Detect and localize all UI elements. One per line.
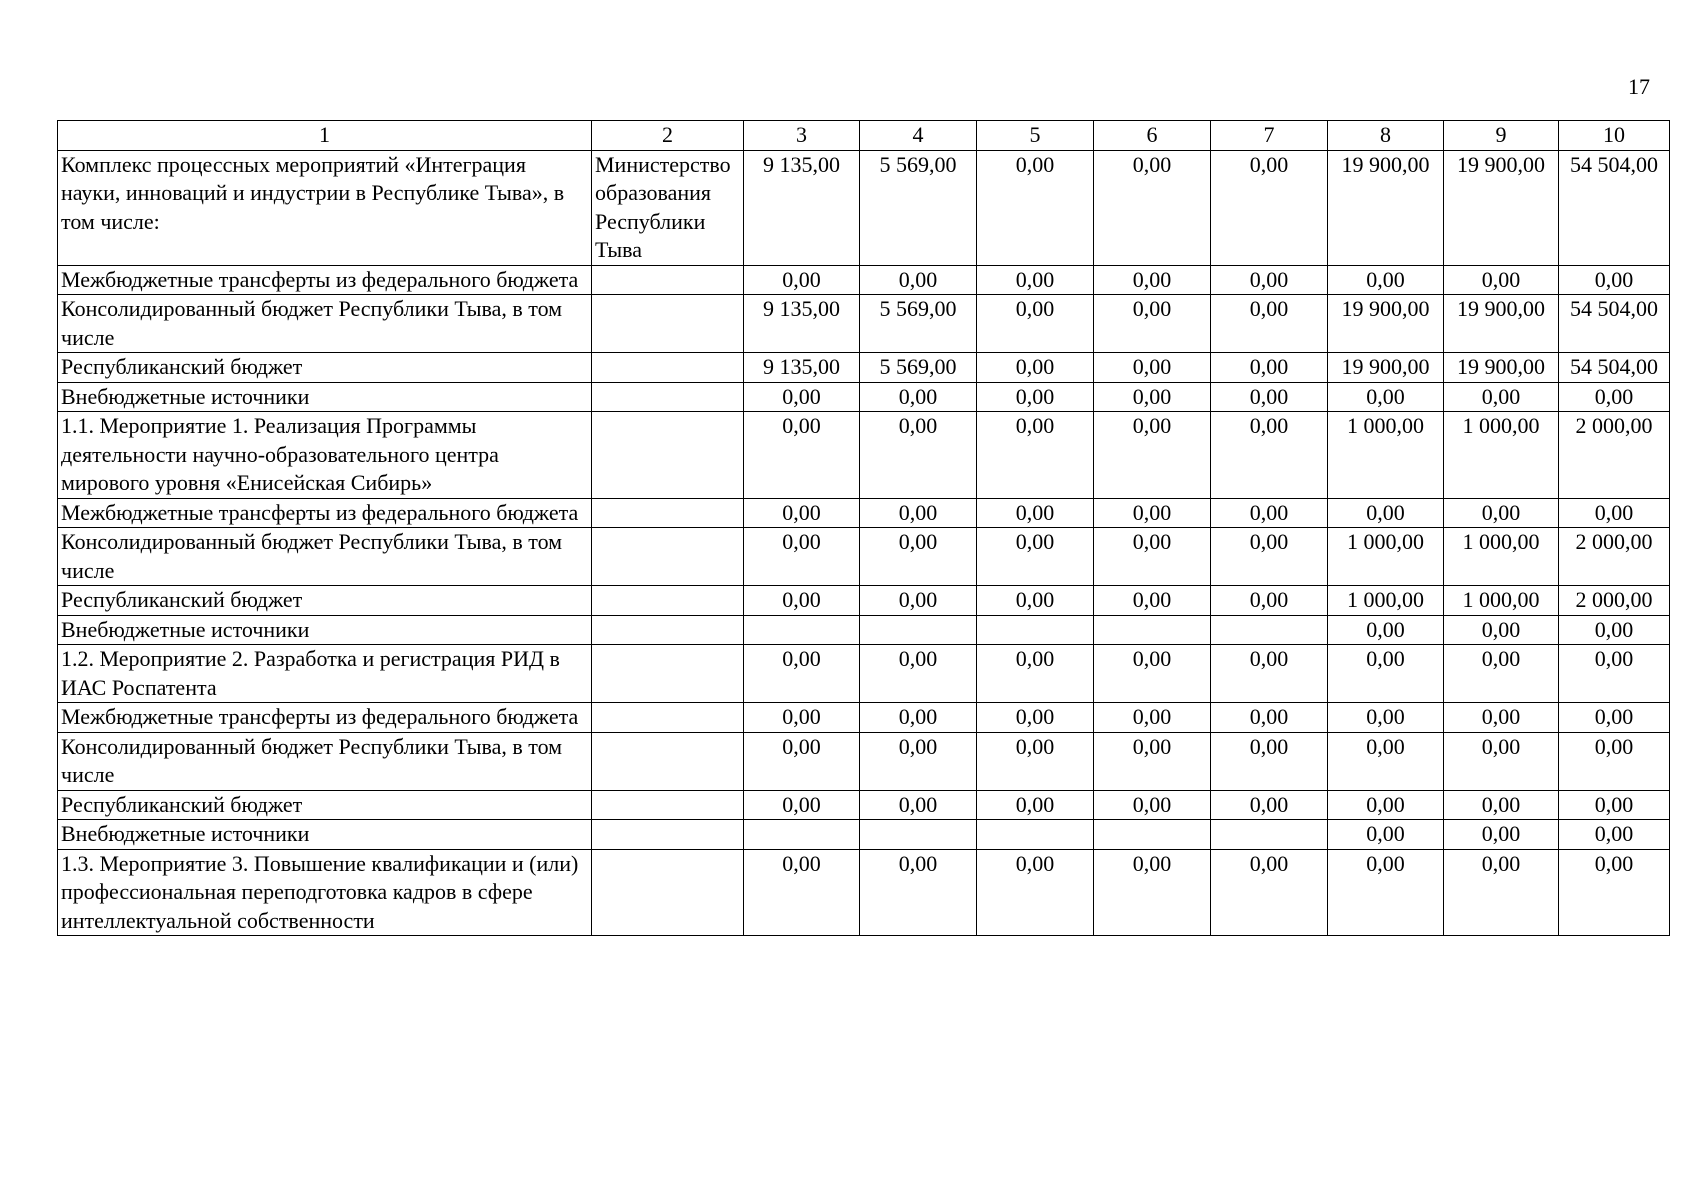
value-cell-col-6: 0,00 [1094,586,1211,616]
value-cell-col-4: 5 569,00 [860,150,977,265]
responsible-executor-cell [592,732,744,790]
value-cell-col-6: 0,00 [1094,528,1211,586]
value-cell-col-4: 0,00 [860,703,977,733]
column-header-3: 3 [744,121,860,151]
table-row [58,849,1670,936]
value-cell-col-3: 0,00 [744,703,860,733]
value-cell-col-8: 19 900,00 [1328,353,1444,383]
value-cell-col-8: 19 900,00 [1328,150,1444,265]
value-cell-col-10: 0,00 [1559,820,1670,850]
value-cell-col-6: 0,00 [1094,382,1211,412]
column-header-5: 5 [977,121,1094,151]
value-cell-col-8: 0,00 [1328,849,1444,936]
value-cell-col-5: 0,00 [977,703,1094,733]
value-cell-col-9: 0,00 [1444,820,1559,850]
responsible-executor-cell [592,645,744,703]
value-cell-col-7 [1211,820,1328,850]
responsible-executor-cell [592,382,744,412]
responsible-executor-cell [592,353,744,383]
value-cell-col-4 [860,820,977,850]
responsible-executor-cell [592,849,744,936]
value-cell-col-3 [744,820,860,850]
value-cell-col-5 [977,615,1094,645]
value-cell-col-5: 0,00 [977,732,1094,790]
value-cell-col-9: 0,00 [1444,732,1559,790]
value-cell-col-8: 1 000,00 [1328,586,1444,616]
value-cell-col-4: 0,00 [860,412,977,499]
value-cell-col-4: 0,00 [860,732,977,790]
value-cell-col-5: 0,00 [977,295,1094,353]
value-cell-col-9: 0,00 [1444,265,1559,295]
value-cell-col-5: 0,00 [977,528,1094,586]
value-cell-col-10: 0,00 [1559,703,1670,733]
row-name-cell: Республиканский бюджет [58,586,592,616]
responsible-executor-cell [592,820,744,850]
value-cell-col-7: 0,00 [1211,265,1328,295]
table-row [58,820,1670,850]
value-cell-col-6: 0,00 [1094,849,1211,936]
value-cell-col-3: 0,00 [744,265,860,295]
responsible-executor-cell [592,528,744,586]
value-cell-col-3: 0,00 [744,498,860,528]
value-cell-col-6: 0,00 [1094,295,1211,353]
value-cell-col-9: 19 900,00 [1444,353,1559,383]
value-cell-col-8: 0,00 [1328,732,1444,790]
value-cell-col-9: 0,00 [1444,615,1559,645]
value-cell-col-8: 1 000,00 [1328,528,1444,586]
table-row [58,295,1670,353]
value-cell-col-9: 0,00 [1444,645,1559,703]
value-cell-col-3: 9 135,00 [744,353,860,383]
value-cell-col-8: 0,00 [1328,645,1444,703]
value-cell-col-7: 0,00 [1211,645,1328,703]
value-cell-col-3: 0,00 [744,586,860,616]
row-name-cell: Межбюджетные трансферты из федерального бюджета [58,498,592,528]
table-row [58,382,1670,412]
value-cell-col-4: 0,00 [860,586,977,616]
value-cell-col-3: 0,00 [744,528,860,586]
row-name-cell: Консолидированный бюджет Республики Тыва, в том числе [58,295,592,353]
value-cell-col-7 [1211,615,1328,645]
value-cell-col-7: 0,00 [1211,528,1328,586]
value-cell-col-6: 0,00 [1094,265,1211,295]
value-cell-col-6: 0,00 [1094,412,1211,499]
row-name-cell: Межбюджетные трансферты из федерального бюджета [58,703,592,733]
value-cell-col-3: 9 135,00 [744,150,860,265]
row-name-cell: Республиканский бюджет [58,790,592,820]
value-cell-col-3: 0,00 [744,382,860,412]
table-row [58,412,1670,499]
row-name-cell: 1.3. Мероприятие 3. Повышение квалификации и (или) профессиональная переподготовка кадров в сфере интеллектуальной собственности [58,849,592,936]
table-row [58,265,1670,295]
header-row [58,121,1670,151]
value-cell-col-6: 0,00 [1094,703,1211,733]
row-name-cell: Республиканский бюджет [58,353,592,383]
value-cell-col-7: 0,00 [1211,732,1328,790]
value-cell-col-10: 54 504,00 [1559,150,1670,265]
value-cell-col-10: 0,00 [1559,382,1670,412]
value-cell-col-4: 5 569,00 [860,295,977,353]
value-cell-col-8: 0,00 [1328,498,1444,528]
value-cell-col-8: 0,00 [1328,265,1444,295]
table-row [58,353,1670,383]
value-cell-col-8: 0,00 [1328,382,1444,412]
value-cell-col-6: 0,00 [1094,353,1211,383]
column-header-7: 7 [1211,121,1328,151]
value-cell-col-8: 0,00 [1328,790,1444,820]
value-cell-col-9: 1 000,00 [1444,412,1559,499]
value-cell-col-10: 2 000,00 [1559,412,1670,499]
value-cell-col-7: 0,00 [1211,295,1328,353]
value-cell-col-3: 9 135,00 [744,295,860,353]
value-cell-col-5: 0,00 [977,353,1094,383]
value-cell-col-3: 0,00 [744,849,860,936]
value-cell-col-6: 0,00 [1094,498,1211,528]
value-cell-col-5: 0,00 [977,150,1094,265]
value-cell-col-3: 0,00 [744,645,860,703]
table-row [58,732,1670,790]
responsible-executor-cell [592,498,744,528]
table-body [58,150,1670,936]
responsible-executor-cell [592,265,744,295]
value-cell-col-8: 0,00 [1328,703,1444,733]
row-name-cell: 1.1. Мероприятие 1. Реализация Программы деятельности научно-образовательного центра мирового уровня «Енисейская Сибирь» [58,412,592,499]
value-cell-col-10: 0,00 [1559,615,1670,645]
value-cell-col-4 [860,615,977,645]
value-cell-col-5: 0,00 [977,498,1094,528]
value-cell-col-7: 0,00 [1211,150,1328,265]
value-cell-col-8: 19 900,00 [1328,295,1444,353]
value-cell-col-6: 0,00 [1094,150,1211,265]
column-header-6: 6 [1094,121,1211,151]
value-cell-col-9: 0,00 [1444,703,1559,733]
value-cell-col-4: 0,00 [860,265,977,295]
value-cell-col-5: 0,00 [977,382,1094,412]
value-cell-col-10: 0,00 [1559,790,1670,820]
row-name-cell: Межбюджетные трансферты из федерального бюджета [58,265,592,295]
value-cell-col-6: 0,00 [1094,732,1211,790]
value-cell-col-4: 0,00 [860,498,977,528]
value-cell-col-10: 54 504,00 [1559,295,1670,353]
row-name-cell: Консолидированный бюджет Республики Тыва, в том числе [58,528,592,586]
row-name-cell: Внебюджетные источники [58,820,592,850]
value-cell-col-10: 54 504,00 [1559,353,1670,383]
value-cell-col-9: 0,00 [1444,849,1559,936]
table-row [58,498,1670,528]
value-cell-col-3: 0,00 [744,732,860,790]
table-row [58,150,1670,265]
row-name-cell: Комплекс процессных мероприятий «Интеграция науки, инноваций и индустрии в Республике Тыва», в том числе: [58,150,592,265]
responsible-executor-cell [592,412,744,499]
value-cell-col-7: 0,00 [1211,790,1328,820]
value-cell-col-4: 0,00 [860,528,977,586]
value-cell-col-7: 0,00 [1211,412,1328,499]
value-cell-col-4: 0,00 [860,645,977,703]
column-header-8: 8 [1328,121,1444,151]
value-cell-col-10: 0,00 [1559,645,1670,703]
value-cell-col-9: 0,00 [1444,790,1559,820]
value-cell-col-10: 2 000,00 [1559,586,1670,616]
column-header-9: 9 [1444,121,1559,151]
table-row [58,615,1670,645]
responsible-executor-cell [592,615,744,645]
value-cell-col-5: 0,00 [977,586,1094,616]
row-name-cell: Консолидированный бюджет Республики Тыва, в том числе [58,732,592,790]
value-cell-col-10: 0,00 [1559,498,1670,528]
value-cell-col-6: 0,00 [1094,645,1211,703]
value-cell-col-4: 0,00 [860,849,977,936]
value-cell-col-5: 0,00 [977,790,1094,820]
column-header-10: 10 [1559,121,1670,151]
column-header-1: 1 [58,121,592,151]
value-cell-col-8: 0,00 [1328,820,1444,850]
table-row [58,790,1670,820]
value-cell-col-4: 5 569,00 [860,353,977,383]
value-cell-col-10: 0,00 [1559,265,1670,295]
table-row [58,645,1670,703]
value-cell-col-3 [744,615,860,645]
table-row [58,586,1670,616]
row-name-cell: Внебюджетные источники [58,382,592,412]
value-cell-col-7: 0,00 [1211,382,1328,412]
row-name-cell: Внебюджетные источники [58,615,592,645]
value-cell-col-10: 0,00 [1559,849,1670,936]
value-cell-col-9: 1 000,00 [1444,528,1559,586]
value-cell-col-9: 0,00 [1444,382,1559,412]
table-row [58,703,1670,733]
value-cell-col-8: 0,00 [1328,615,1444,645]
value-cell-col-7: 0,00 [1211,703,1328,733]
value-cell-col-3: 0,00 [744,790,860,820]
value-cell-col-9: 19 900,00 [1444,295,1559,353]
page-number: 17 [1628,74,1650,99]
responsible-executor-cell [592,586,744,616]
table-row [58,528,1670,586]
value-cell-col-10: 2 000,00 [1559,528,1670,586]
value-cell-col-6: 0,00 [1094,790,1211,820]
column-header-4: 4 [860,121,977,151]
value-cell-col-9: 1 000,00 [1444,586,1559,616]
value-cell-col-7: 0,00 [1211,586,1328,616]
value-cell-col-3: 0,00 [744,412,860,499]
value-cell-col-7: 0,00 [1211,849,1328,936]
value-cell-col-5: 0,00 [977,645,1094,703]
responsible-executor-cell: Министерство образования Республики Тыва [592,150,744,265]
value-cell-col-5: 0,00 [977,849,1094,936]
value-cell-col-6 [1094,820,1211,850]
responsible-executor-cell [592,295,744,353]
column-header-2: 2 [592,121,744,151]
responsible-executor-cell [592,703,744,733]
value-cell-col-7: 0,00 [1211,353,1328,383]
value-cell-col-4: 0,00 [860,382,977,412]
value-cell-col-7: 0,00 [1211,498,1328,528]
value-cell-col-5: 0,00 [977,265,1094,295]
value-cell-col-8: 1 000,00 [1328,412,1444,499]
value-cell-col-9: 19 900,00 [1444,150,1559,265]
value-cell-col-4: 0,00 [860,790,977,820]
value-cell-col-5 [977,820,1094,850]
responsible-executor-cell [592,790,744,820]
value-cell-col-9: 0,00 [1444,498,1559,528]
row-name-cell: 1.2. Мероприятие 2. Разработка и регистрация РИД в ИАС Роспатента [58,645,592,703]
budget-table [57,120,1670,936]
value-cell-col-5: 0,00 [977,412,1094,499]
value-cell-col-6 [1094,615,1211,645]
value-cell-col-10: 0,00 [1559,732,1670,790]
